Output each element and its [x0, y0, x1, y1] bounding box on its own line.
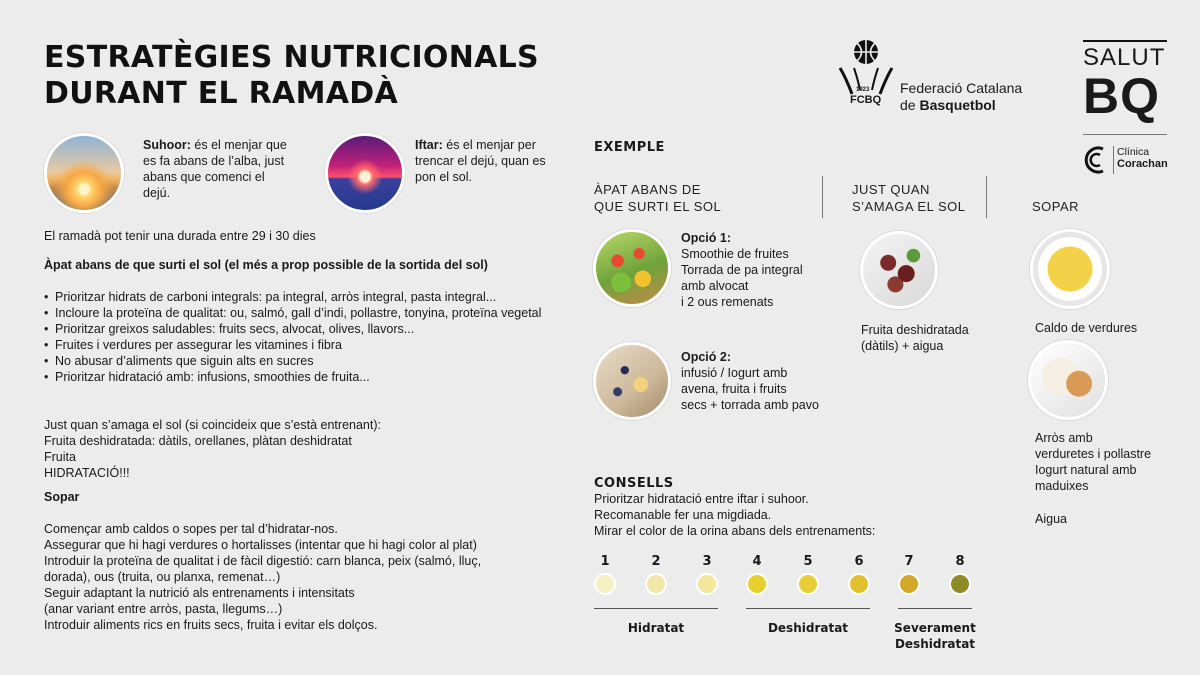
col2-header-line: JUST QUAN: [852, 182, 930, 197]
sunset-line: Fruita: [44, 450, 76, 464]
corachan-logo-icon: [1083, 145, 1109, 175]
iftar-definition: [415, 137, 563, 185]
list-item: • Incloure la proteïna de qualitat: ou, salmó, gall d’indi, pollastre, tonyina, proteïna vegetal: [44, 305, 569, 321]
advice-text: [594, 491, 954, 539]
scale-number-2: 2: [651, 554, 661, 569]
advice-line: Mirar el color de la orina abans dels entrenaments:: [594, 524, 876, 538]
scale-dot-7: [898, 573, 920, 595]
clinica-corachan-divider: [1113, 146, 1114, 174]
label-severe-line: Severament: [894, 621, 976, 635]
dinner-section: [44, 521, 569, 633]
dinner-example-water: Aigua: [1035, 512, 1067, 526]
sunset-line: Just quan s’amaga el sol (si coincideix que s’està entrenant):: [44, 418, 381, 432]
dinner-example-line: Arròs amb: [1035, 431, 1093, 445]
before-sunrise-list: [44, 289, 569, 385]
example-col3-header: SOPAR: [1032, 199, 1080, 214]
iftar-label: Iftar:: [415, 138, 443, 152]
col2-header-line: S’AMAGA EL SOL: [852, 199, 966, 214]
column-divider: [986, 176, 987, 218]
dinner-line: Assegurar que hi hagi verdures o hortalisses (intentar que hi hagi color al plat): [44, 538, 477, 552]
option1-line: amb alvocat: [681, 279, 749, 293]
scale-dot-1: [594, 573, 616, 595]
suhoor-text: és el menjar que es fa abans de l’alba, just abans que comenci el dejú.: [143, 138, 287, 200]
option1-line: i 2 ous remenats: [681, 295, 774, 309]
option2-label: Opció 2:: [681, 350, 732, 364]
option1-label: Opció 1:: [681, 231, 732, 245]
dinner-example-line: maduixes: [1035, 479, 1089, 493]
advice-heading: CONSELLS: [594, 476, 674, 491]
option1-text: [681, 230, 831, 310]
example-heading: EXEMPLE: [594, 140, 665, 155]
suhoor-definition: [143, 137, 291, 201]
scale-number-3: 3: [702, 554, 712, 569]
suhoor-label: Suhoor:: [143, 138, 191, 152]
before-sunrise-heading: Àpat abans de que surti el sol (el més a prop possible de la sortida del sol): [44, 258, 488, 272]
fcbq-name-line2: de Basquetbol: [900, 97, 996, 113]
iftar-text: és el menjar per trencar el dejú, quan es pon el sol.: [415, 138, 546, 184]
fcbq-logo: [836, 38, 1036, 113]
scale-number-1: 1: [600, 554, 610, 569]
scale-number-5: 5: [803, 554, 813, 569]
fcbq-abbr: FCBQ: [850, 94, 882, 106]
example-col1-header: [594, 181, 721, 215]
rice-chicken-photo: [1028, 340, 1108, 420]
dinner-line: Introduir aliments rics en fruits secs, fruita i evitar els dolços.: [44, 618, 378, 632]
list-item: • Fruites i verdures per assegurar les vitamines i fibra: [44, 337, 569, 353]
option1-line: Smoothie de fruites: [681, 247, 789, 261]
advice-line: Prioritzar hidratació entre iftar i suhoor.: [594, 492, 809, 506]
label-dehydrated: Deshidratat: [767, 621, 849, 635]
salut-bq-divider: [1083, 134, 1167, 135]
dinner-example-line: Iogurt natural amb: [1035, 463, 1137, 477]
page-title: [44, 40, 604, 112]
fcbq-year: 1923: [856, 87, 870, 93]
sunset-example: [861, 322, 991, 354]
scale-number-7: 7: [904, 554, 914, 569]
scale-number-8: 8: [955, 554, 965, 569]
dehydrated-bracket: [746, 608, 870, 609]
salut-bq-topline: [1083, 40, 1167, 42]
hydrated-bracket: [594, 608, 718, 609]
toast-avocado-photo: [593, 229, 671, 307]
list-item: • Prioritzar hidrats de carboni integrals: pa integral, arròs integral, pasta integral...: [44, 289, 569, 305]
scale-dot-8: [949, 573, 971, 595]
fcbq-name: [900, 80, 1022, 114]
sunrise-photo: [44, 133, 124, 213]
dates-photo: [860, 231, 938, 309]
dinner-line: dorada), ous (truita, ou planxa, remenat…): [44, 570, 281, 584]
dinner-line: (anar variant entre arròs, pasta, llegums…): [44, 602, 283, 616]
dinner-line: Seguir adaptant la nutrició als entrenaments i intensitats: [44, 586, 355, 600]
scale-number-4: 4: [752, 554, 762, 569]
example-col2-header: [852, 181, 965, 215]
sunset-section: [44, 417, 569, 481]
corachan-text: Corachan: [1117, 158, 1168, 170]
oatmeal-bowl-photo: [593, 342, 671, 420]
scale-dot-4: [746, 573, 768, 595]
option2-line: infusió / Iogurt amb: [681, 366, 788, 380]
option2-line: secs + torrada amb pavo: [681, 398, 819, 412]
scale-dot-6: [848, 573, 870, 595]
sunset-example-line: (dàtils) + aigua: [861, 339, 944, 353]
scale-dot-5: [797, 573, 819, 595]
bq-text: BQ: [1083, 68, 1160, 124]
list-item: • No abusar d’aliments que siguin alts en sucres: [44, 353, 569, 369]
sunset-photo: [325, 133, 405, 213]
sunset-example-line: Fruita deshidratada: [861, 323, 969, 337]
advice-line: Recomanable fer una migdiada.: [594, 508, 772, 522]
option2-text: [681, 349, 841, 413]
dinner-example-soup: Caldo de verdures: [1035, 321, 1138, 335]
urine-color-scale: [590, 552, 980, 652]
scale-dot-3: [696, 573, 718, 595]
label-severe-line: Deshidratat: [894, 637, 976, 651]
title-line-2: DURANT EL RAMADÀ: [44, 76, 398, 111]
dinner-heading: Sopar: [44, 490, 80, 504]
dinner-line: Començar amb caldos o sopes per tal d’hidratar-nos.: [44, 522, 338, 536]
dinner-example-main: [1035, 430, 1185, 494]
column-divider: [822, 176, 823, 218]
severe-bracket: [898, 608, 972, 609]
scale-number-6: 6: [854, 554, 864, 569]
label-hydrated: Hidratat: [627, 621, 685, 635]
ramadan-duration: El ramadà pot tenir una durada entre 29 i 30 dies: [44, 229, 316, 243]
list-item: • Prioritzar hidratació amb: infusions, smoothies de fruita...: [44, 369, 569, 385]
option1-line: Torrada de pa integral: [681, 263, 803, 277]
title-line-1: ESTRATÈGIES NUTRICIONALS: [44, 40, 539, 75]
list-item: • Prioritzar greixos saludables: fruits secs, alvocat, olives, llavors...: [44, 321, 569, 337]
scale-dot-2: [645, 573, 667, 595]
dinner-example-line: verduretes i pollastre: [1035, 447, 1152, 461]
salut-bq-logo: [1083, 40, 1169, 180]
col1-header-line: QUE SURTI EL SOL: [594, 199, 722, 214]
clinica-text: Clínica: [1117, 146, 1150, 158]
option2-line: avena, fruita i fruits: [681, 382, 787, 396]
vegetable-soup-photo: [1030, 229, 1110, 309]
label-severe: [888, 620, 982, 652]
dinner-line: Introduir la proteïna de qualitat i de fàcil digestió: carn blanca, peix (salmó, lluç,: [44, 554, 482, 568]
sunset-line: HIDRATACIÓ!!!: [44, 466, 130, 480]
fcbq-name-line1: Federació Catalana: [900, 80, 1023, 96]
sunset-line: Fruita deshidratada: dàtils, orellanes, plàtan deshidratat: [44, 434, 352, 448]
col1-header-line: ÀPAT ABANS DE: [594, 182, 701, 197]
salut-text: SALUT: [1083, 44, 1166, 71]
